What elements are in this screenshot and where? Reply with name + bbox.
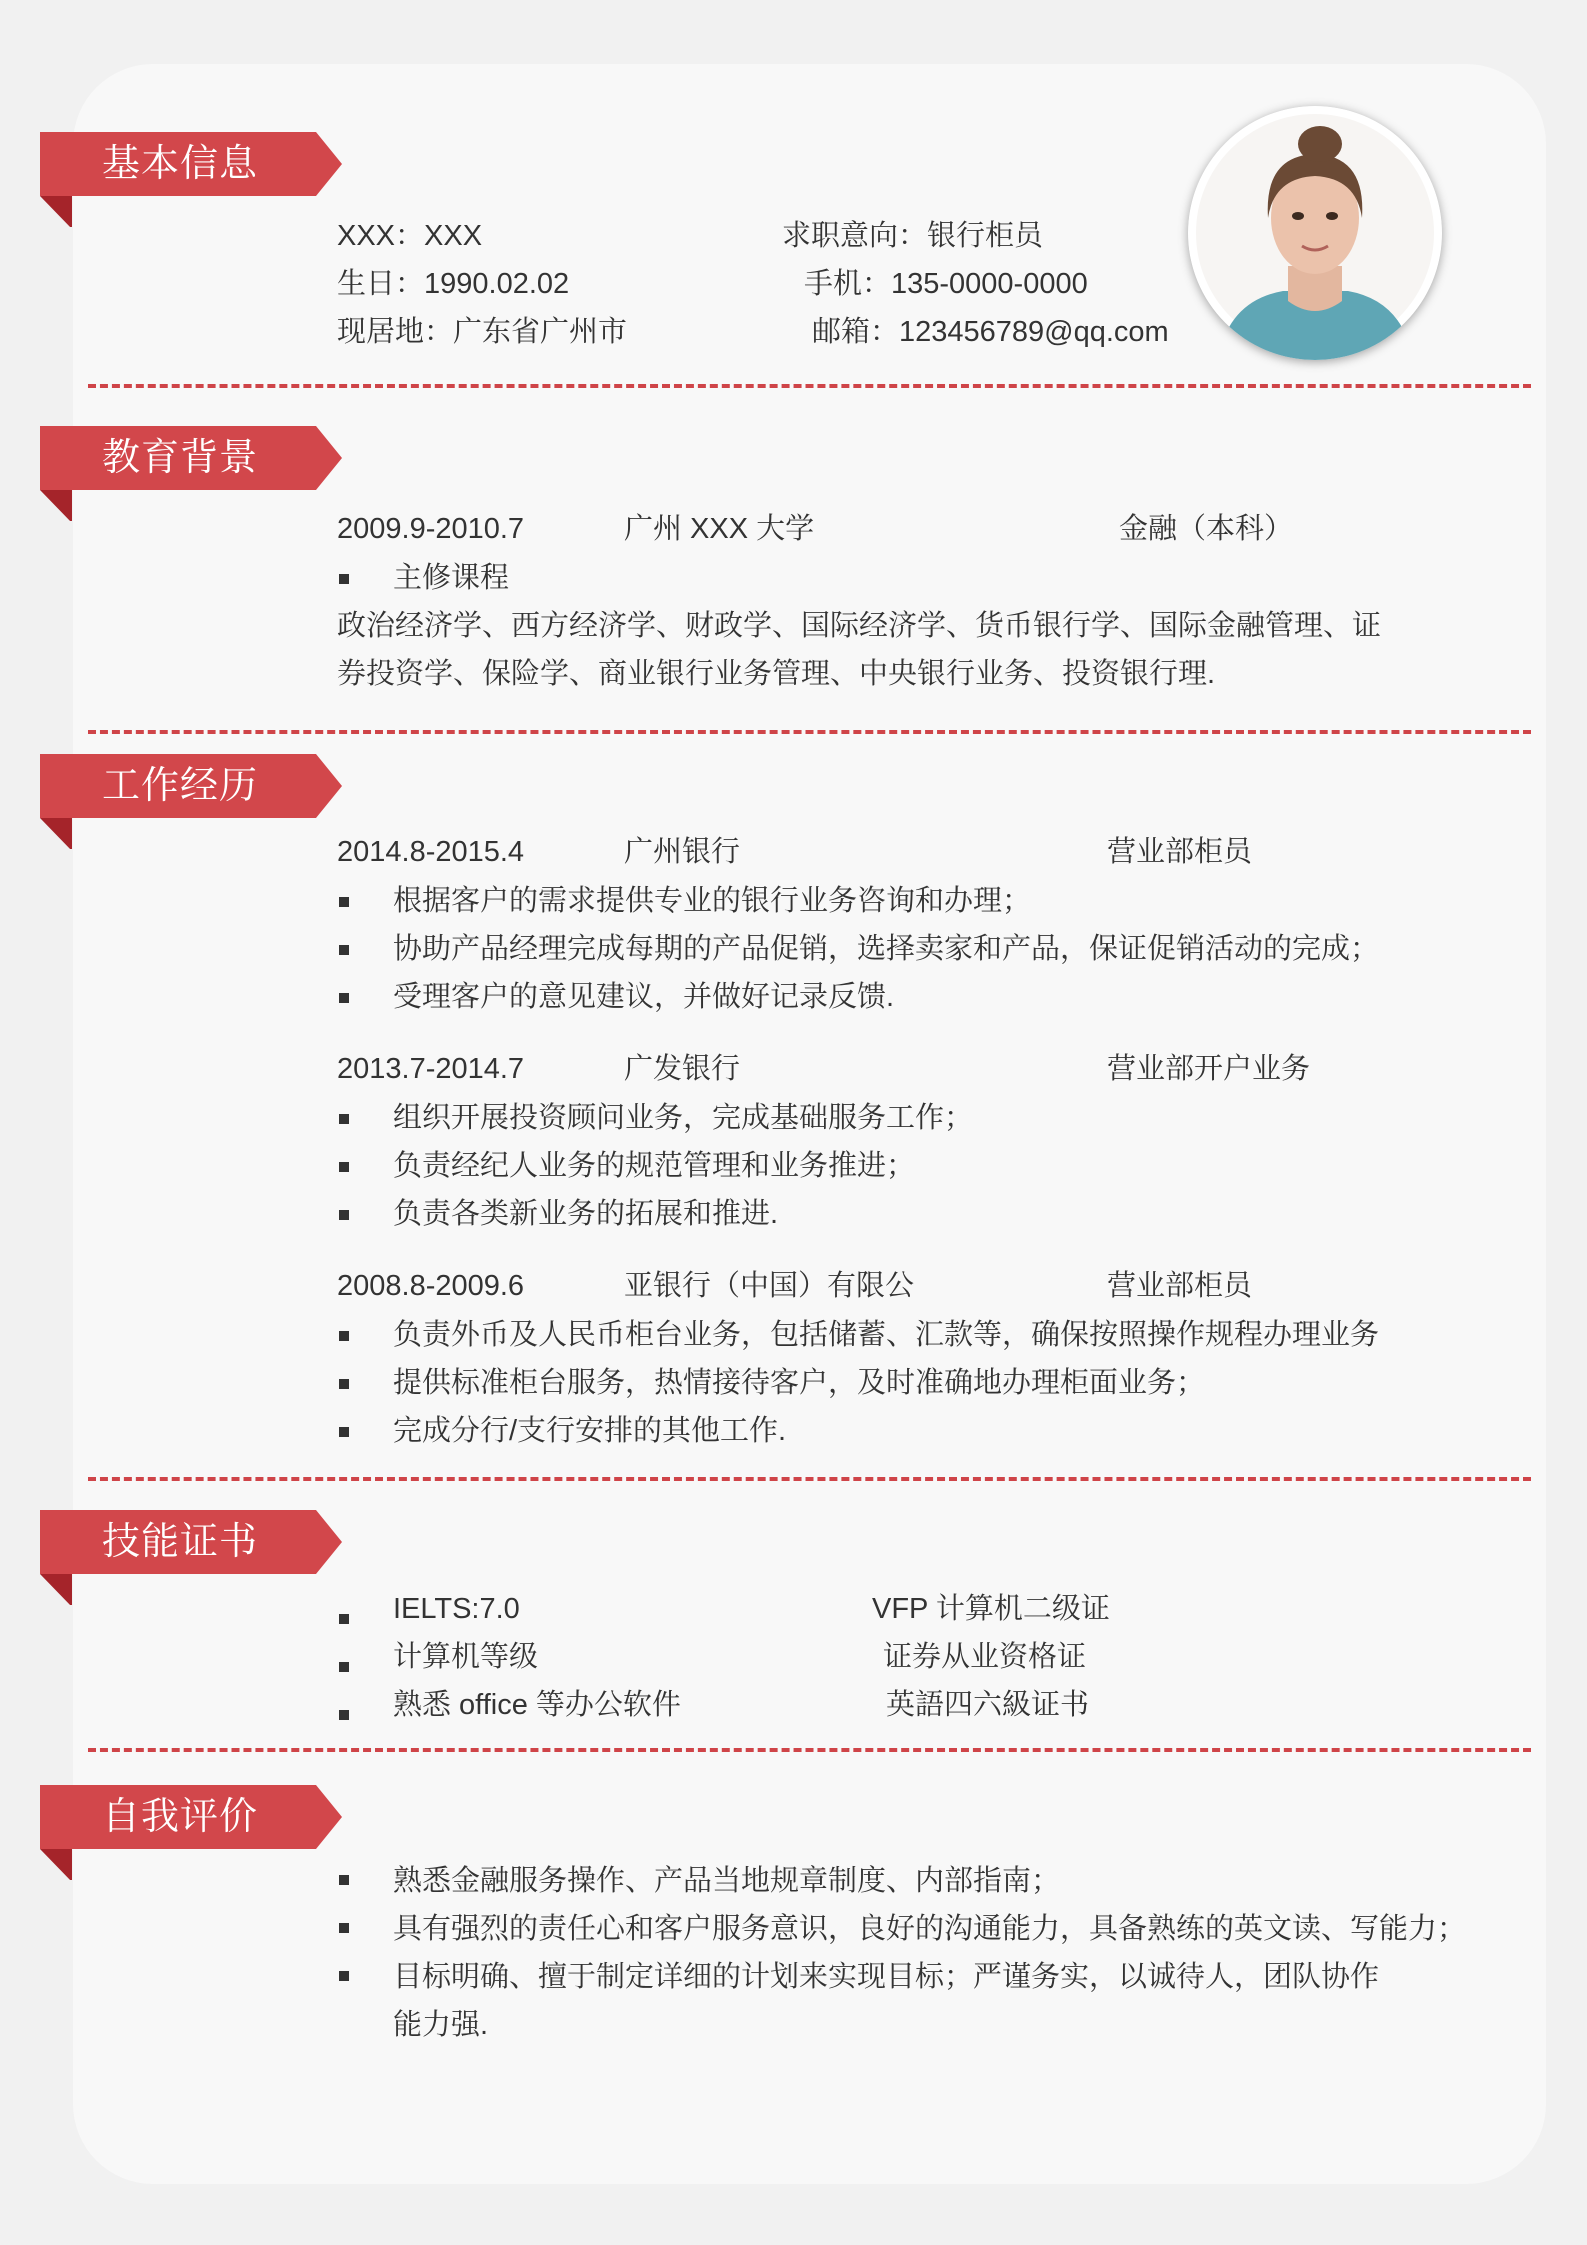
section-title-skills: 技能证书 <box>101 1521 258 1563</box>
section-divider <box>88 1477 1531 1481</box>
section-ribbon-work <box>40 754 342 849</box>
bullet-icon <box>339 993 349 1003</box>
course-list: 政治经济学、西方经济学、财政学、国际经济学、货币银行学、国际金融管理、证券投资学、保险学、商业银行业务管理、中央银行业务、投资银行理. <box>337 610 1382 690</box>
bullet-icon <box>339 1662 349 1672</box>
self-eval-item: 具有强烈的责任心和客户服务意识，良好的沟通能力，具备熟练的英文读、写能力； <box>393 1913 1467 1945</box>
profile-photo <box>1188 106 1442 360</box>
bullet-icon <box>339 1710 349 1720</box>
job-position: 营业部开户业务 <box>1107 1053 1311 1085</box>
bullet-icon <box>339 1614 349 1624</box>
self-eval-item: 目标明确、擅于制定详细的计划来实现目标；严谨务实，以诚待人，团队协作能力强. <box>393 1961 1380 2041</box>
bullet-icon <box>339 1379 349 1389</box>
bullet-icon <box>339 574 349 584</box>
section-title-work: 工作经历 <box>101 765 258 807</box>
name-text: XXX：XXX <box>337 220 483 252</box>
job-intent-text: 求职意向：银行柜员 <box>782 220 1044 252</box>
skill-item: 计算机等级 <box>393 1641 539 1673</box>
job-position: 营业部柜员 <box>1107 836 1253 868</box>
job-period: 2013.7-2014.7 <box>337 1053 525 1085</box>
bullet-icon <box>339 1162 349 1172</box>
education-major: 金融（本科） <box>1119 513 1294 545</box>
course-title: 主修课程 <box>393 562 510 594</box>
self-eval-item: 熟悉金融服务操作、产品当地规章制度、内部指南； <box>393 1865 1061 1897</box>
section-divider <box>88 384 1531 388</box>
job-duty: 协助产品经理完成每期的产品促销，选择卖家和产品，保证促销活动的完成； <box>393 933 1380 965</box>
job-duty: 负责外币及人民币柜台业务，包括储蓄、汇款等，确保按照操作规程办理业务 <box>393 1319 1380 1351</box>
bullet-icon <box>339 1923 349 1933</box>
job-company: 广发银行 <box>624 1053 741 1085</box>
skill-item: 证券从业资格证 <box>883 1641 1087 1673</box>
skill-item: IELTS:7.0 <box>393 1593 520 1625</box>
bullet-icon <box>339 1427 349 1437</box>
phone-text: 手机：135-0000-0000 <box>804 268 1088 300</box>
skill-item: 英語四六級证书 <box>886 1689 1090 1721</box>
job-duty: 提供标准柜台服务，热情接待客户，及时准确地办理柜面业务； <box>393 1367 1206 1399</box>
education-period: 2009.9-2010.7 <box>337 513 525 545</box>
section-divider <box>88 730 1531 734</box>
birth-text: 生日：1990.02.02 <box>337 268 570 300</box>
skill-item: 熟悉 office 等办公软件 <box>393 1689 681 1721</box>
bullet-icon <box>339 945 349 955</box>
bullet-icon <box>339 1210 349 1220</box>
job-duty: 受理客户的意见建议，并做好记录反馈. <box>393 981 895 1013</box>
job-duty: 根据客户的需求提供专业的银行业务咨询和办理； <box>393 885 1032 917</box>
job-duty: 负责各类新业务的拓展和推进. <box>393 1198 779 1230</box>
education-school: 广州 XXX 大学 <box>624 513 815 545</box>
location-text: 现居地：广东省广州市 <box>337 316 628 348</box>
job-duty: 负责经纪人业务的规范管理和业务推进； <box>393 1150 916 1182</box>
section-ribbon-basic <box>40 132 342 227</box>
section-title-education: 教育背景 <box>101 437 258 479</box>
section-title-self: 自我评价 <box>101 1796 258 1838</box>
bullet-icon <box>339 1971 349 1981</box>
job-duty: 完成分行/支行安排的其他工作. <box>393 1415 787 1447</box>
bullet-icon <box>339 1875 349 1885</box>
skill-item: VFP 计算机二级证 <box>872 1593 1110 1625</box>
job-duty: 组织开展投资顾问业务，完成基础服务工作； <box>393 1102 974 1134</box>
section-divider <box>88 1748 1531 1752</box>
section-ribbon-education <box>40 426 342 521</box>
bullet-icon <box>339 897 349 907</box>
section-ribbon-skills <box>40 1510 342 1605</box>
job-company: 亚银行（中国）有限公 <box>624 1270 915 1302</box>
email-text: 邮箱：123456789@qq.com <box>812 316 1169 348</box>
section-title-basic: 基本信息 <box>101 143 258 185</box>
job-period: 2008.8-2009.6 <box>337 1270 525 1302</box>
bullet-icon <box>339 1331 349 1341</box>
bullet-icon <box>339 1114 349 1124</box>
job-position: 营业部柜员 <box>1107 1270 1253 1302</box>
job-company: 广州银行 <box>624 836 741 868</box>
job-period: 2014.8-2015.4 <box>337 836 525 868</box>
section-ribbon-self <box>40 1785 342 1880</box>
